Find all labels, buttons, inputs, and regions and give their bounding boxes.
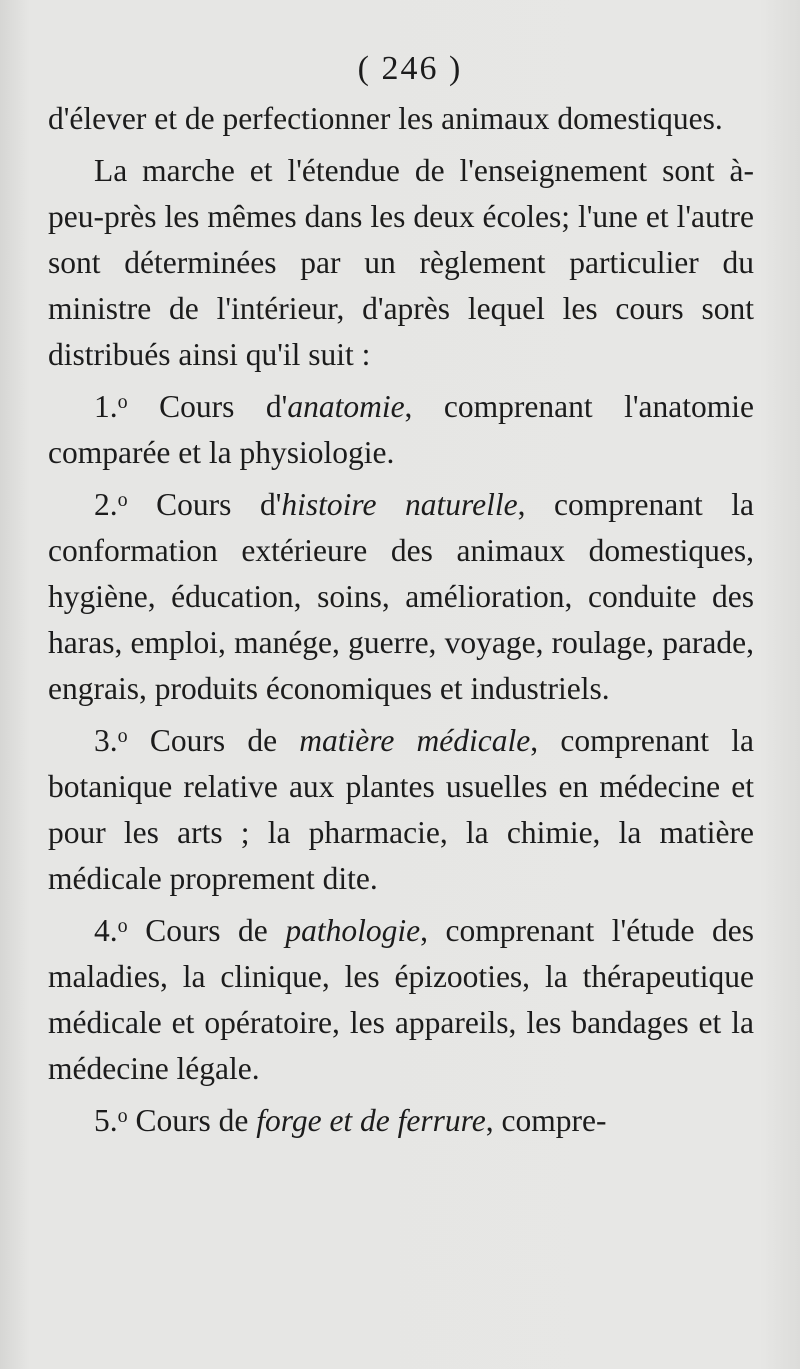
summary-paragraph: La marche et l'étendue de l'enseignement sont à-peu-près les mêmes dans les deux écoles; l'une et l'autre sont déterminées par un règlement particulier du ministre de l'intérieur, d'après lequel les cours sont distribués ainsi qu'il suit :	[48, 153, 754, 372]
ordinal-degree: o	[117, 725, 128, 747]
course-subject: matière médicale	[299, 723, 531, 758]
course-subject: anatomie	[287, 389, 405, 424]
course-number: 3.	[94, 723, 118, 758]
intro-paragraph: d'élever et de perfectionner les animaux domestiques.	[48, 101, 723, 136]
course-description: , comprenant la conformation extérieure des animaux domestiques, hygiène, éducation, soins, amélioration, conduite des haras, emploi, manége, guerre, voyage, roulage, parade, engrais, produits économiques et industriels.	[48, 487, 754, 706]
course-number: 2.	[94, 487, 118, 522]
ordinal-degree: o	[117, 391, 128, 413]
page-number: ( 246 )	[357, 50, 463, 87]
course-lead: Cours de	[127, 1103, 257, 1138]
course-forge-ferrure	[48, 1098, 754, 1144]
course-number: 4.	[94, 913, 118, 948]
course-subject: histoire naturelle	[281, 487, 518, 522]
course-description: , comprenant l'étude des maladies, la clinique, les épizooties, la thérapeutique médicale et opératoire, les appareils, les bandages et la médecine légale.	[48, 913, 754, 1086]
ordinal-degree: o	[117, 489, 128, 511]
ordinal-degree: o	[117, 1105, 128, 1127]
course-description: , comprenant la botanique relative aux plantes usuelles en médecine et pour les arts ; la pharmacie, la chimie, la matière médicale proprement dite.	[48, 723, 755, 896]
course-anatomie	[48, 384, 754, 476]
course-number: 5.	[94, 1103, 118, 1138]
course-description: , compre-	[485, 1103, 607, 1138]
course-pathologie	[48, 908, 754, 1092]
ordinal-degree: o	[117, 915, 128, 937]
course-subject: forge et de ferrure	[256, 1103, 486, 1138]
course-lead: Cours d'	[127, 389, 288, 424]
course-lead: Cours d'	[127, 487, 282, 522]
course-description: , comprenant l'anatomie comparée et la physiologie.	[48, 389, 754, 470]
course-subject: pathologie	[285, 913, 421, 948]
course-matiere-medicale	[48, 718, 754, 902]
course-histoire-naturelle	[48, 482, 754, 712]
course-number: 1.	[94, 389, 118, 424]
course-lead: Cours de	[127, 723, 300, 758]
course-lead: Cours de	[127, 913, 286, 948]
